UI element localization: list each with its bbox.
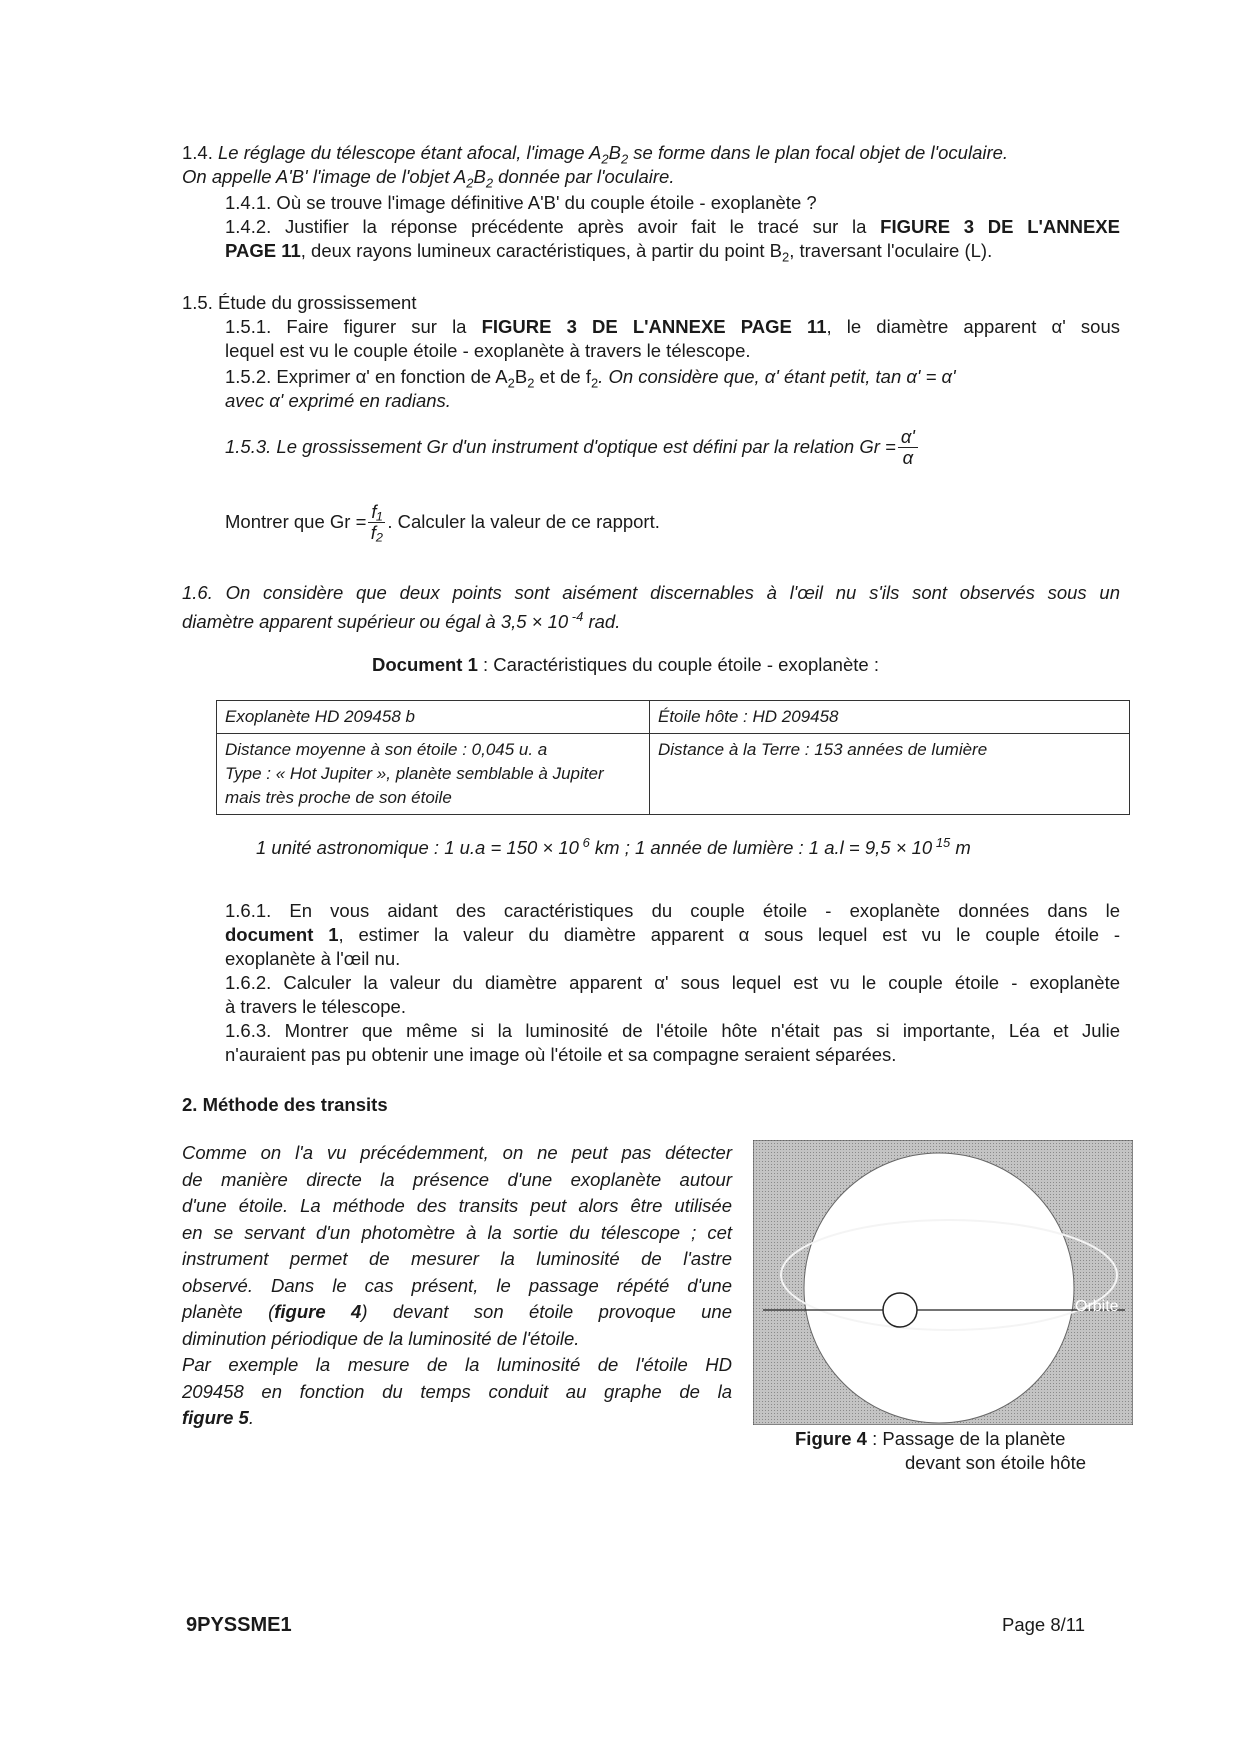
- q1-4-line1: 1.4. Le réglage du télescope étant afocal, l'image $A_2B_2$ se forme dans le plan focal objet de l'oculaire.: [182, 142, 1009, 167]
- para-line: figure 5.: [182, 1407, 254, 1428]
- q1-4-2-line1: 1.4.2. Justifier la réponse précédente après avoir fait le tracé sur la FIGURE 3 DE L'ANNEXE: [225, 216, 1120, 237]
- q1-6-2-line1: 1.6.2. Calculer la valeur du diamètre apparent α' sous lequel est vu le couple étoile - exoplanète: [225, 972, 1120, 993]
- q1-5-3-montrer: Montrer que Gr = $\frac{\text{f₁}}{\text{f₂}}$ . Calculer la valeur de ce rapport.: [225, 500, 660, 543]
- para-line: Comme on l'a vu précédemment, on ne peut pas détecter: [182, 1142, 732, 1163]
- document-1-title: Document 1 : Caractéristiques du couple étoile - exoplanète :: [372, 654, 879, 675]
- figure-4-caption-line1: Figure 4 : Passage de la planète: [795, 1428, 1066, 1449]
- q1-6-1-line3: exoplanète à l'œil nu.: [225, 948, 401, 969]
- fraction-gr: $\frac{\alpha'}{\alpha}$: [898, 427, 918, 468]
- section-2-paragraph: [182, 1140, 732, 1432]
- para-line: 209458 en fonction du temps conduit au graphe de la: [182, 1380, 732, 1402]
- section-2-title: 2. Méthode des transits: [182, 1094, 388, 1115]
- q1-5-title: 1.5. Étude du grossissement: [182, 292, 417, 313]
- para-line: planète (figure 4) devant son étoile provoque une: [182, 1301, 732, 1322]
- q1-6-1-line1: 1.6.1. En vous aidant des caractéristiques du couple étoile - exoplanète données dans le: [225, 900, 1120, 921]
- figure-4-caption-line2: devant son étoile hôte: [905, 1452, 1087, 1473]
- q1-6-line2: diamètre apparent supérieur ou égal à 3,5 × 10 $^{-4}$ rad.: [182, 609, 621, 633]
- q1-4-2-line2: PAGE 11, deux rayons lumineux caractéristiques, à partir du point $B_2$, traversant l'oculaire (L).: [225, 240, 993, 265]
- q1-6-3-line1: 1.6.3. Montrer que même si la luminosité de l'étoile hôte n'était pas si importante, Léa et Julie: [225, 1020, 1120, 1041]
- para-line: de manière directe la présence d'une exoplanète autour: [182, 1168, 732, 1190]
- q1-5-2-line1: 1.5.2. Exprimer α' en fonction de $A_2B_2$ et de $f_2$. On considère que, α' étant petit, tan α' = α': [225, 366, 956, 391]
- figure-4-transit: [753, 1140, 1133, 1425]
- document-1-table: [216, 700, 1130, 815]
- para-line: en se servant d'un photomètre à la sortie du télescope ; cet: [182, 1221, 732, 1243]
- table-cell-exoplanet: Exoplanète HD 209458 b: [217, 701, 650, 734]
- para-line: d'une étoile. La méthode des transits peut alors être utilisée: [182, 1195, 732, 1216]
- para-line: diminution périodique de la luminosité de l'étoile.: [182, 1327, 580, 1349]
- q1-6-line1: 1.6. On considère que deux points sont aisément discernables à l'œil nu s'ils sont observés sous un: [182, 582, 1120, 603]
- q1-4-line2: On appelle A'B' l'image de l'objet $A_2B_2$ donnée par l'oculaire.: [182, 166, 675, 191]
- footer-page-number: Page 8/11: [1002, 1614, 1085, 1635]
- units-note: 1 unité astronomique : 1 u.a = 150 × 10 $^6$ km ; 1 année de lumière : 1 a.l = 9,5 × 10 $^{15}$ m: [256, 835, 971, 859]
- para-line: instrument permet de mesurer la luminosité de l'astre: [182, 1248, 732, 1269]
- q1-5-1-line1: 1.5.1. Faire figurer sur la FIGURE 3 DE L'ANNEXE PAGE 11, le diamètre apparent α' sous: [225, 316, 1120, 337]
- q1-6-3-line2: n'auraient pas pu obtenir une image où l'étoile et sa compagne seraient séparées.: [225, 1044, 897, 1065]
- para-line: observé. Dans le cas présent, le passage répété d'une: [182, 1274, 732, 1296]
- q1-4-1: 1.4.1. Où se trouve l'image définitive A'B' du couple étoile - exoplanète ?: [225, 192, 817, 213]
- q1-5-2-line2: avec α' exprimé en radians.: [225, 390, 451, 411]
- q1-6-2-line2: à travers le télescope.: [225, 996, 406, 1017]
- q1-5-3: 1.5.3. Le grossissement Gr d'un instrument d'optique est défini par la relation Gr = $\frac{\alpha'}{\alpha}$: [225, 420, 920, 474]
- orbit-label: Orbite: [1075, 1298, 1119, 1315]
- q1-5-1-line2: lequel est vu le couple étoile - exoplanète à travers le télescope.: [225, 340, 751, 361]
- table-cell-star-distance: Distance à la Terre : 153 années de lumière: [650, 734, 1130, 815]
- star-disc: [804, 1153, 1074, 1423]
- para-line: Par exemple la mesure de la luminosité de l'étoile HD: [182, 1354, 732, 1375]
- footer-code: 9PYSSME1: [186, 1614, 292, 1636]
- table-cell-exoplanet-details: Distance moyenne à son étoile : 0,045 u. a Type : « Hot Jupiter », planète semblable à Jupiter mais très proche de son étoile: [217, 734, 650, 815]
- fraction-f1-f2: $\frac{\text{f₁}}{\text{f₂}}$: [368, 502, 385, 543]
- planet-icon: [883, 1293, 917, 1327]
- q1-6-1-line2: document 1, estimer la valeur du diamètre apparent α sous lequel est vu le couple étoile -: [225, 924, 1120, 945]
- table-cell-star: Étoile hôte : HD 209458: [650, 701, 1130, 734]
